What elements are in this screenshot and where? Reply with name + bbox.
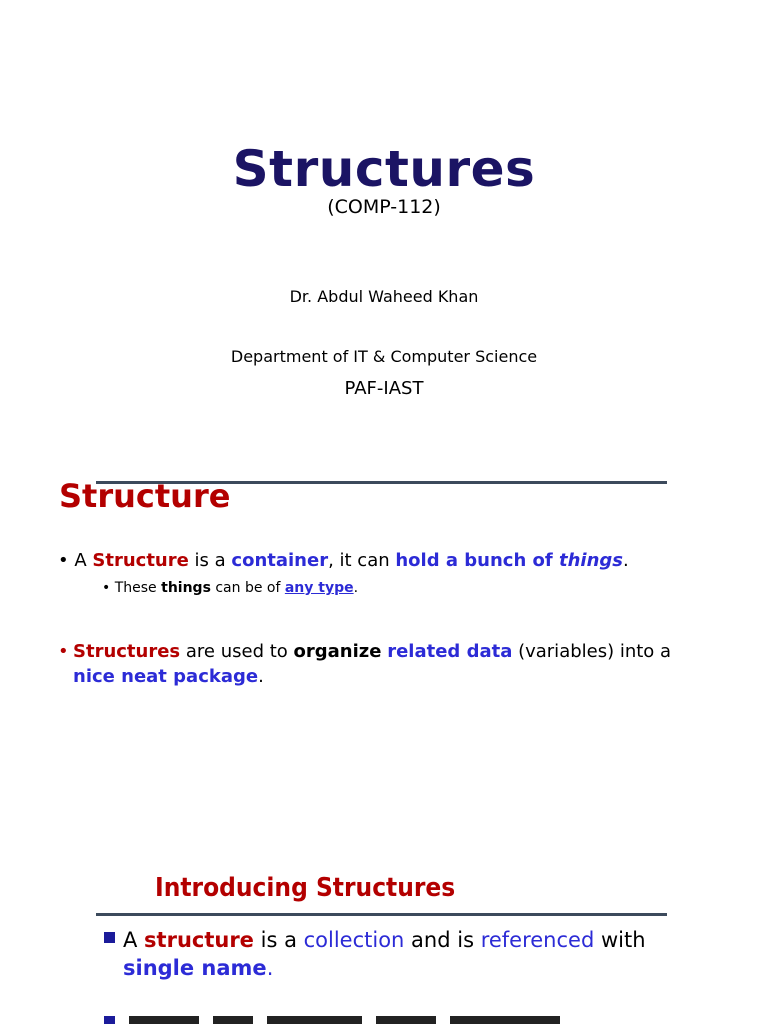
text: . [623,550,629,571]
term-referenced: referenced [480,928,595,952]
term-structures: Structures [73,641,181,662]
text: A [74,550,93,571]
text: is a [188,550,232,571]
text: (variables) into a [512,641,672,662]
text-fragment [376,1016,436,1024]
bullet-structure-collection [104,926,664,982]
text: are used to [180,641,294,662]
text-fragment [450,1016,560,1024]
slide-title: Structures [232,140,536,198]
bullet-dot: • [58,641,69,662]
text: is a [253,928,304,952]
text: , it can [328,550,396,571]
square-bullet-icon [104,1016,115,1024]
text: and is [404,928,481,952]
bullet-dot: • [102,580,115,596]
term-collection: collection [303,928,405,952]
slide3-divider [96,913,667,916]
text-fragment [129,1016,199,1024]
text: . [258,666,264,687]
text-fragment [213,1016,253,1024]
term-single-name: single name [123,956,267,980]
department-name: Department of IT & Computer Science [230,347,538,366]
text: with [594,928,646,952]
institute-name: PAF-IAST [344,378,424,399]
term-things: things [161,580,211,596]
square-bullet-icon [104,932,115,943]
slide3-title: Introducing Structures [155,873,456,903]
term-organize: organize [293,641,382,662]
text: . [266,956,274,980]
term-nice-neat-package: nice neat package [73,666,259,687]
text-fragment [267,1016,362,1024]
author-name: Dr. Abdul Waheed Khan [289,287,479,306]
term-things: things [559,550,624,571]
term-related-data: related data [387,641,513,662]
term-structure: Structure [92,550,189,571]
text: can be of [210,580,285,596]
sub-bullet-any-type [102,580,358,596]
term-hold: hold a bunch of [395,550,560,571]
slide2-title: Structure [59,477,231,515]
bullet-dot: • [58,550,75,571]
course-code: (COMP-112) [327,196,441,218]
bullet-organize-data [58,639,698,689]
any-type-link[interactable]: any type [284,580,354,596]
cut-off-next-bullet [104,1014,684,1024]
bullet-structure-container [58,550,629,571]
text: A [123,928,145,952]
term-container: container [231,550,329,571]
text: . [353,580,359,596]
text: These [114,580,162,596]
term-structure: structure [144,928,254,952]
